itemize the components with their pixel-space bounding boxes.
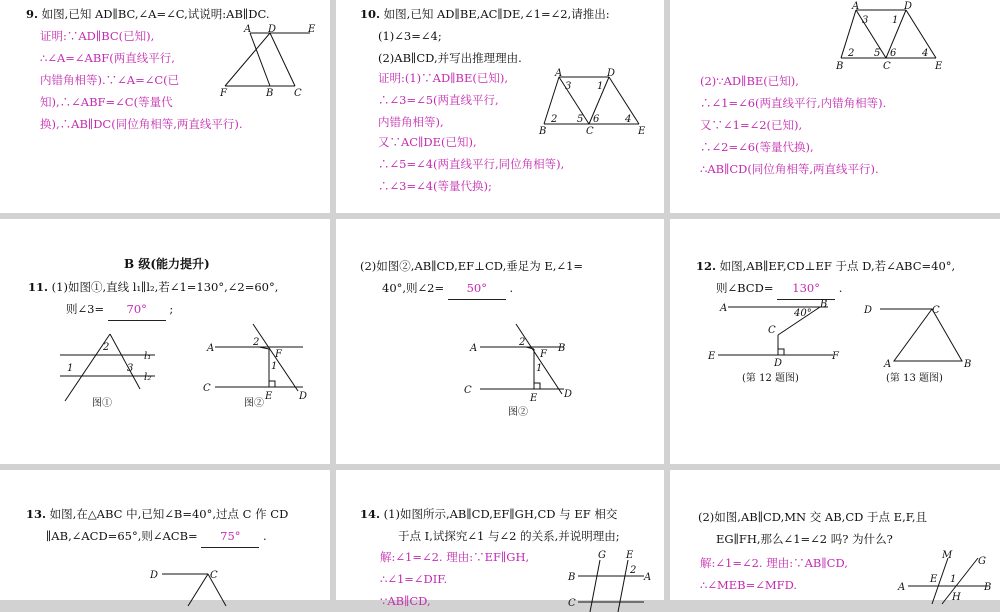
angle-label: 3 xyxy=(127,363,134,374)
point-label: A xyxy=(720,303,728,314)
point-label: B xyxy=(568,572,576,583)
point-label: B xyxy=(820,299,828,310)
proof-line: 证明:∵AD∥BC(已知), xyxy=(40,29,155,43)
problem-number: 14. xyxy=(360,507,381,521)
point-label: A xyxy=(898,582,906,593)
solution-line: ∴∠MEB=∠MFD. xyxy=(700,578,798,592)
point-label: D xyxy=(299,391,308,402)
point-label: H xyxy=(952,592,961,603)
point-label: F xyxy=(540,349,547,360)
proof-line: (2)∵AD∥BE(已知), xyxy=(700,74,799,88)
problem-14-part2-card xyxy=(670,470,1000,603)
point-label: D xyxy=(150,570,159,581)
problem-question-cont: 于点 I,试探究∠1 与∠2 的关系,并说明理由; xyxy=(398,529,620,543)
angle-label: 6 xyxy=(593,114,600,125)
proof-line: 又∵∠1=∠2(已知), xyxy=(700,118,803,132)
figure-13 xyxy=(864,301,972,370)
point-label: A xyxy=(470,343,478,354)
angle-label: 40° xyxy=(794,308,812,319)
problem-number: 13. xyxy=(26,507,47,521)
figure-13 xyxy=(148,566,248,606)
angle-label: 1 xyxy=(67,363,74,374)
point-label: C xyxy=(210,570,218,581)
proof-line: 换),∴AB∥DC(同位角相等,两直线平行). xyxy=(40,117,243,131)
point-label: F xyxy=(275,349,282,360)
angle-label: 3 xyxy=(862,15,869,26)
answer-blank: 130° xyxy=(777,277,835,300)
proof-line: ∴∠5=∠4(两直线平行,同位角相等), xyxy=(378,157,565,171)
problem-number: 10. xyxy=(360,7,381,21)
angle-label: 3 xyxy=(565,81,572,92)
answer-blank: 70° xyxy=(108,298,166,321)
angle-label: 5 xyxy=(577,114,584,125)
problem-question: 如图,在△ABC 中,已知∠B=40°,过点 C 作 CD xyxy=(49,507,289,521)
proof-line: 知),∴∠ABF=∠C(等量代 xyxy=(40,95,173,109)
problem-number: 11. xyxy=(28,280,49,294)
angle-label: 1 xyxy=(597,81,604,92)
problem-14-card xyxy=(336,470,664,609)
point-label: C xyxy=(768,325,776,336)
problem-question-cont: EG∥FH,那么∠1=∠2 吗? 为什么? xyxy=(716,532,893,546)
problem-number: 9. xyxy=(26,7,39,21)
angle-label: 2 xyxy=(630,565,637,576)
point-label: C xyxy=(464,385,472,396)
point-label: F xyxy=(832,351,839,362)
angle-label: 2 xyxy=(519,337,526,348)
problem-10-card xyxy=(336,0,664,213)
point-label: G xyxy=(978,556,986,567)
angle-label: 1 xyxy=(892,15,899,26)
problem-10-figure-repeat xyxy=(836,2,946,70)
point-label: F xyxy=(220,88,227,99)
figure-12-caption: (第 12 题图) xyxy=(742,373,799,384)
point-label: D xyxy=(607,68,616,79)
point-label: D xyxy=(774,358,783,369)
point-label: E xyxy=(708,351,716,362)
point-label: D xyxy=(268,24,277,35)
solution-line: 解:∠1=∠2. 理由:∵EF∥GH, xyxy=(380,550,530,564)
proof-line: 内错角相等).∵∠A=∠C(已 xyxy=(40,73,180,87)
point-label: E xyxy=(935,61,943,72)
problem-13-card: 13. 如图,在△ABC 中,已知∠B=40°,过点 C 作 CD ∥AB,∠ACD=65°,则∠ACB= 75° . D C xyxy=(0,470,330,600)
angle-label: 2 xyxy=(848,48,855,59)
point-label: E xyxy=(265,391,273,402)
point-label: A xyxy=(852,1,860,12)
point-label: C xyxy=(568,598,576,609)
point-label: C xyxy=(586,126,594,137)
solution-line: ∴∠1=∠DIF. xyxy=(380,572,448,586)
point-label: C xyxy=(203,383,211,394)
section-heading: B 级(能力提升) xyxy=(124,257,210,271)
point-label: A xyxy=(644,572,652,583)
point-label: B xyxy=(964,359,972,370)
problem-11-part2-card: (2)如图②,AB∥CD,EF⊥CD,垂足为 E,∠1= 40°,则∠2= 50° . A 2 F B 1 C E D 图② xyxy=(336,219,664,464)
angle-label: 4 xyxy=(625,114,632,125)
angle-label: 2 xyxy=(103,342,110,353)
angle-label: 4 xyxy=(922,48,929,59)
problem-question: (1)如图①,直线 l₁∥l₂,若∠1=130°,∠2=60°, xyxy=(51,280,279,294)
proof-line: 又∵AC∥DE(已知), xyxy=(378,135,477,149)
point-label: C xyxy=(294,88,302,99)
problem-14-figure xyxy=(568,552,658,612)
problem-question: 如图,已知 AD∥BC,∠A=∠C,试说明:AB∥DC. xyxy=(41,7,270,21)
point-label: D xyxy=(564,389,573,400)
blank-prompt: 40°,则∠2= xyxy=(382,281,445,295)
angle-label: 1 xyxy=(271,361,278,372)
figure-2-caption: 图② xyxy=(244,398,264,409)
problem-number: 12. xyxy=(696,259,717,273)
blank-prompt: 则∠3= xyxy=(66,302,105,316)
angle-label: 6 xyxy=(890,48,897,59)
point-label: A xyxy=(244,24,252,35)
problem-10-continued-card xyxy=(670,0,1000,213)
proof-line: 内错角相等), xyxy=(378,115,444,129)
problem-question: (2)如图②,AB∥CD,EF⊥CD,垂足为 E,∠1= xyxy=(360,259,584,273)
point-label: E xyxy=(308,24,316,35)
proof-line: ∴AB∥CD(同位角相等,两直线平行). xyxy=(700,162,879,176)
solution-line: ∵AB∥CD, xyxy=(380,594,431,608)
point-label: B xyxy=(836,61,844,72)
problem-question: 如图,AB∥EF,CD⊥EF 于点 D,若∠ABC=40°, xyxy=(719,259,956,273)
point-label: A xyxy=(207,343,215,354)
line-label: l₂ xyxy=(144,372,152,383)
point-label: B xyxy=(266,88,274,99)
point-label: E xyxy=(530,393,538,404)
point-label: D xyxy=(864,305,873,316)
angle-label: 5 xyxy=(874,48,881,59)
point-label: A xyxy=(555,68,563,79)
point-label: G xyxy=(598,550,606,561)
point-label: B xyxy=(539,126,547,137)
proof-line: ∴∠2=∠6(等量代换), xyxy=(700,140,814,154)
problem-12-card: 12. 如图,AB∥EF,CD⊥EF 于点 D,若∠ABC=40°, 则∠BCD= 130° . A 40° B C E D F (第 12 题图) D C A B (第 13 题图) xyxy=(670,219,1000,464)
proof-line: ∴∠1=∠6(两直线平行,内错角相等). xyxy=(700,96,887,110)
solution-line: 解:∠1=∠2. 理由:∵AB∥CD, xyxy=(700,556,848,570)
figure-2-caption: 图② xyxy=(508,407,528,418)
proof-line: ∴∠A=∠ABF(两直线平行, xyxy=(40,51,175,65)
subquestion: (2)AB∥CD,并写出推理理由. xyxy=(378,51,522,65)
angle-label: 2 xyxy=(551,114,558,125)
line-label: l₁ xyxy=(144,351,152,362)
problem-question: (2)如图,AB∥CD,MN 交 AB,CD 于点 E,F,且 xyxy=(698,510,928,524)
point-label: C xyxy=(883,61,891,72)
point-label: B xyxy=(984,582,992,593)
problem-9-card xyxy=(0,0,330,213)
angle-label: 1 xyxy=(536,363,543,374)
proof-line: 证明:(1)∵AD∥BE(已知), xyxy=(378,71,508,85)
point-label: M xyxy=(942,550,953,561)
figure-12 xyxy=(708,299,848,369)
answer-blank: 50° xyxy=(448,277,506,300)
problem-14b-figure xyxy=(898,550,993,604)
proof-line: ∴∠3=∠5(两直线平行, xyxy=(378,93,499,107)
problem-10-figure xyxy=(539,68,649,137)
problem-question: (1)如图所示,AB∥CD,EF∥GH,CD 与 EF 相交 xyxy=(383,507,618,521)
figure-13-caption: (第 13 题图) xyxy=(886,373,943,384)
problem-question: 如图,已知 AD∥BE,AC∥DE,∠1=∠2,请推出: xyxy=(383,7,610,21)
problem-11-card: B 级(能力提升) 11. (1)如图①,直线 l₁∥l₂,若∠1=130°,∠2=60°, 则∠3= 70° ; 2 1 3 l₁ l₂ 图① A 2 F 1 C E D 图② xyxy=(0,219,330,464)
point-label: E xyxy=(930,574,938,585)
angle-label: 2 xyxy=(253,337,260,348)
point-label: A xyxy=(884,359,892,370)
point-label: C xyxy=(932,305,940,316)
problem-9-figure xyxy=(220,24,320,99)
point-label: E xyxy=(626,550,634,561)
blank-prompt: 则∠BCD= xyxy=(716,281,774,295)
point-label: E xyxy=(638,126,646,137)
figure-1-caption: 图① xyxy=(92,398,112,409)
angle-label: 1 xyxy=(950,574,957,585)
blank-prompt: ∥AB,∠ACD=65°,则∠ACB= xyxy=(46,529,198,543)
proof-line: ∴∠3=∠4(等量代换); xyxy=(378,179,492,193)
point-label: D xyxy=(904,1,913,12)
answer-blank: 75° xyxy=(201,525,259,548)
subquestion: (1)∠3=∠4; xyxy=(378,29,442,43)
point-label: B xyxy=(558,343,566,354)
figure-2-small xyxy=(203,319,313,404)
